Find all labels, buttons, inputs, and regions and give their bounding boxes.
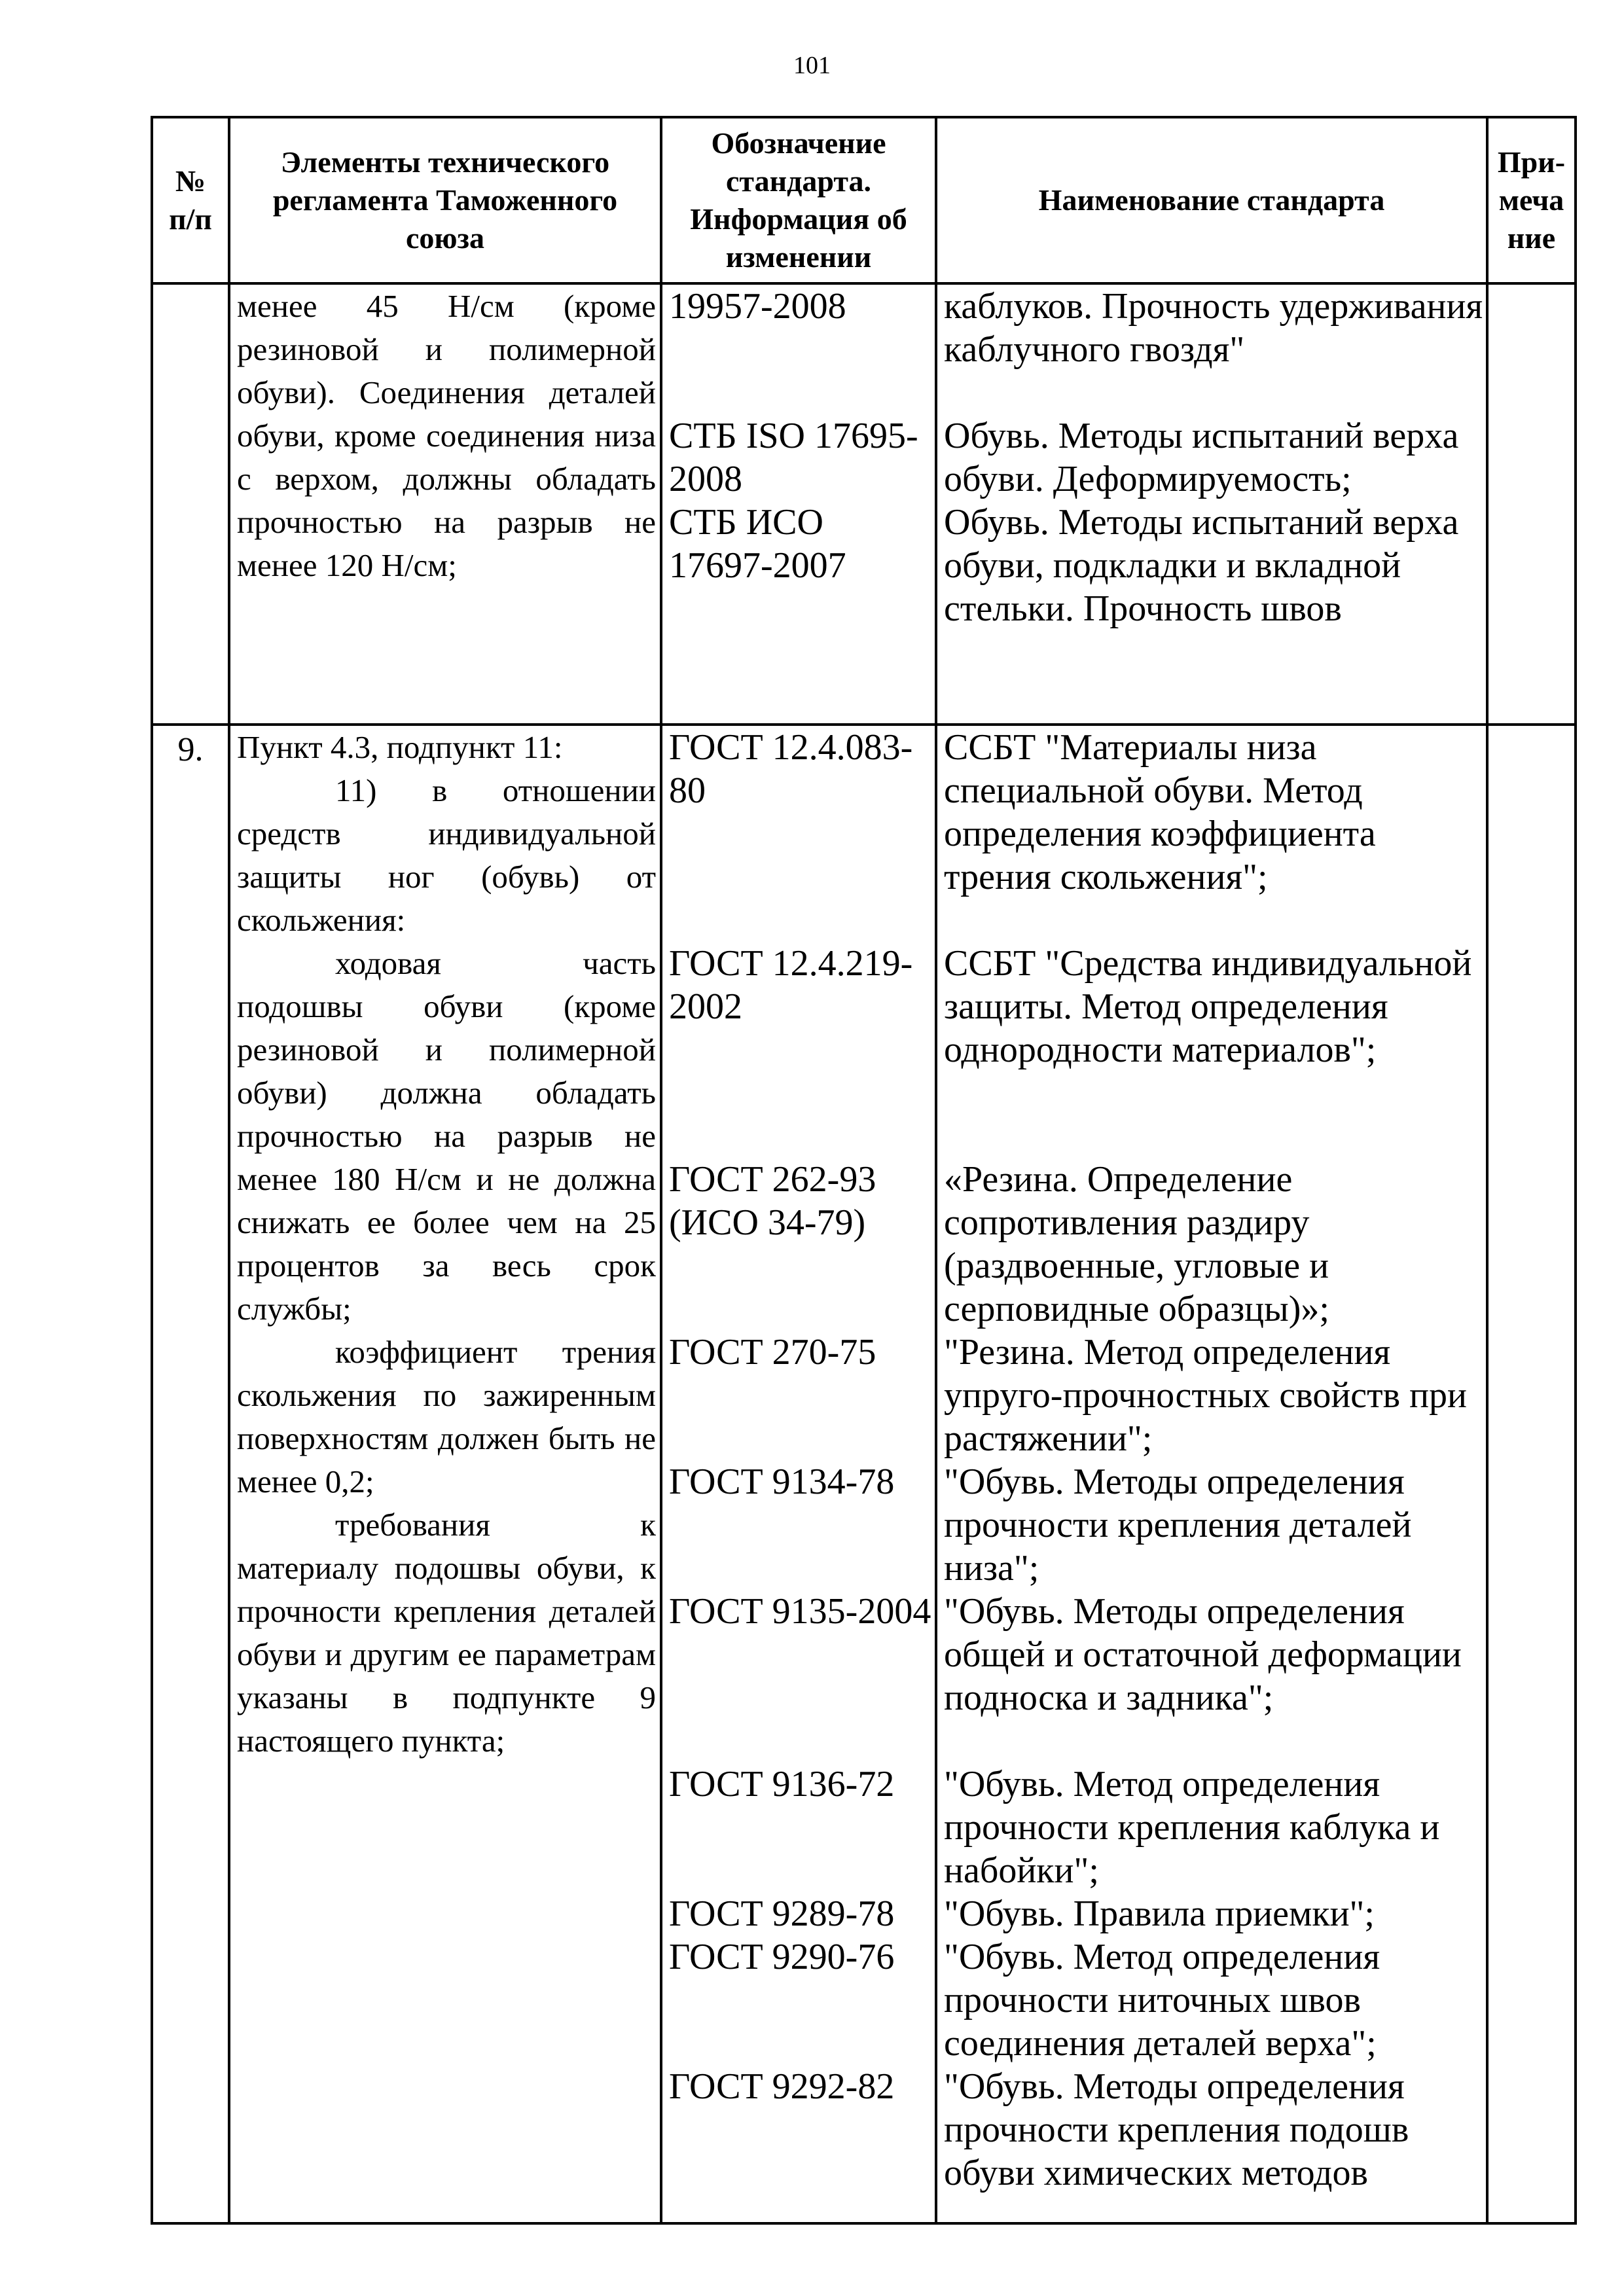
standard-name: Обувь. Методы испытаний верха обуви. Деформируемость;: [944, 416, 1459, 499]
standard-name: "Обувь. Методы определения прочности крепления подошв обуви химических методов: [944, 2066, 1409, 2193]
standard-name: "Обувь. Методы определения общей и остаточной деформации подноска и задника";: [944, 1591, 1462, 1718]
note-cell: [1487, 725, 1576, 2223]
standard-name: Обувь. Методы испытаний верха обуви, подкладки и вкладной стельки. Прочность швов: [944, 502, 1459, 629]
row-number: 9.: [152, 725, 229, 2223]
requirements-cell: [229, 725, 661, 2223]
standard-name-cell: [936, 725, 1487, 2223]
standard-designation: ГОСТ 9135-2004: [669, 1591, 931, 1632]
requirement-text: коэффициент трения скольжения по зажиренным поверхностям должен быть не менее 0,2;: [237, 1334, 656, 1499]
requirement-text: менее 45 Н/см (кроме резиновой и полимерной обуви). Соединения деталей обуви, кроме соединения низа с верхом, должны обладать прочностью на разрыв не менее 120 Н/см;: [237, 288, 656, 583]
standards-table: [151, 116, 1577, 2225]
table-header-row: [152, 117, 1576, 283]
standard-designation: СТБ ISO 17695-2008: [669, 416, 918, 499]
header-num: № п/п: [152, 117, 229, 283]
standard-name: «Резина. Определение сопротивления раздиру (раздвоенные, угловые и серповидные образцы)»;: [944, 1159, 1329, 1329]
header-elements: Элементы технического регламента Таможенного союза: [229, 117, 661, 283]
table-row: [152, 283, 1576, 725]
standard-designation: ГОСТ 12.4.083-80: [669, 727, 913, 811]
requirement-text: 11) в отношении средств индивидуальной защиты ног (обувь) от скольжения:: [237, 772, 656, 938]
standard-designation: ГОСТ 9290-76: [669, 1937, 895, 1977]
designation-cell: [661, 725, 936, 2223]
standard-designation: 19957-2008: [669, 286, 846, 327]
standard-designation: ГОСТ 12.4.219-2002: [669, 943, 913, 1027]
standard-name: ССБТ "Материалы низа специальной обуви. Метод определения коэффициента трения скольжения";: [944, 727, 1376, 897]
requirement-text: ходовая часть подошвы обуви (кроме резиновой и полимерной обуви) должна обладать прочностью на разрыв не менее 180 Н/см и не должна снижать ее более чем на 25 процентов за весь срок службы;: [237, 945, 656, 1327]
standard-designation: ГОСТ 262-93 (ИСО 34-79): [669, 1159, 876, 1243]
designation-cell: [661, 283, 936, 725]
row-number: [152, 283, 229, 725]
requirement-text: требования к материалу подошвы обуви, к прочности крепления деталей обуви и другим ее параметрам указаны в подпункте 9 настоящего пункта;: [237, 1507, 656, 1759]
standard-name: "Резина. Метод определения упруго-прочностных свойств при растяжении";: [944, 1332, 1468, 1459]
standard-name: каблуков. Прочность удерживания каблучного гвоздя": [944, 286, 1483, 370]
standard-designation: ГОСТ 9134-78: [669, 1462, 895, 1502]
standard-name: "Обувь. Метод определения прочности крепления каблука и набойки";: [944, 1764, 1440, 1891]
standard-designation: СТБ ИСО 17697-2007: [669, 502, 846, 586]
standard-name-cell: [936, 283, 1487, 725]
header-name: Наименование стандарта: [936, 117, 1487, 283]
note-cell: [1487, 283, 1576, 725]
standard-designation: ГОСТ 9136-72: [669, 1764, 895, 1804]
standard-designation: ГОСТ 9289-78: [669, 1893, 895, 1934]
header-designation: Обозначение стандарта. Информация об изменении: [661, 117, 936, 283]
standard-designation: ГОСТ 270-75: [669, 1332, 876, 1372]
page-number: 101: [793, 52, 831, 79]
standard-name: "Обувь. Правила приемки";: [944, 1893, 1375, 1934]
standard-name: ССБТ "Средства индивидуальной защиты. Метод определения однородности материалов";: [944, 943, 1472, 1070]
standard-name: "Обувь. Метод определения прочности ниточных швов соединения деталей верха";: [944, 1937, 1380, 2064]
header-note: При-меча ние: [1487, 117, 1576, 283]
requirements-cell: [229, 283, 661, 725]
standard-designation: ГОСТ 9292-82: [669, 2066, 895, 2107]
table-row: [152, 725, 1576, 2223]
standard-name: "Обувь. Методы определения прочности крепления деталей низа";: [944, 1462, 1412, 1588]
requirement-text: Пункт 4.3, подпункт 11:: [237, 729, 563, 765]
